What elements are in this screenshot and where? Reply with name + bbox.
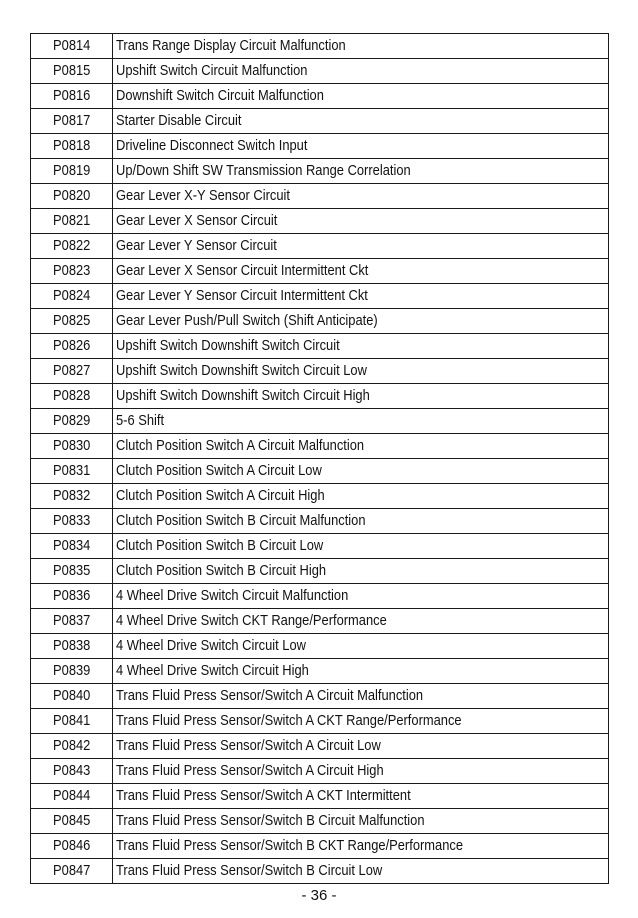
trouble-code-cell	[31, 584, 113, 609]
code-description: Clutch Position Switch B Circuit Low	[116, 537, 324, 554]
trouble-code: P0827	[52, 362, 91, 379]
trouble-code-cell	[31, 709, 113, 734]
trouble-code-cell	[31, 809, 113, 834]
description-cell	[113, 784, 609, 809]
trouble-code: P0839	[52, 662, 91, 679]
trouble-code-cell	[31, 534, 113, 559]
trouble-code-table	[30, 33, 609, 884]
trouble-code-cell	[31, 409, 113, 434]
description-cell	[113, 134, 609, 159]
table-row	[31, 534, 609, 559]
code-description: Clutch Position Switch A Circuit Low	[116, 462, 322, 479]
table-row	[31, 509, 609, 534]
trouble-code-cell	[31, 259, 113, 284]
description-cell	[113, 834, 609, 859]
table-row	[31, 784, 609, 809]
table-row	[31, 234, 609, 259]
code-description: Downshift Switch Circuit Malfunction	[116, 87, 324, 104]
trouble-code-cell	[31, 284, 113, 309]
table-row	[31, 109, 609, 134]
code-description: Trans Fluid Press Sensor/Switch A Circuit Low	[116, 737, 381, 754]
table-row	[31, 134, 609, 159]
trouble-code: P0820	[52, 187, 91, 204]
trouble-code: P0840	[52, 687, 91, 704]
code-description: Clutch Position Switch B Circuit High	[116, 562, 327, 579]
code-description: Trans Range Display Circuit Malfunction	[116, 37, 346, 54]
trouble-code: P0846	[52, 837, 91, 854]
description-cell	[113, 459, 609, 484]
table-row	[31, 409, 609, 434]
description-cell	[113, 284, 609, 309]
description-cell	[113, 259, 609, 284]
trouble-code-cell	[31, 334, 113, 359]
code-description: Gear Lever X Sensor Circuit Intermittent Ckt	[116, 262, 369, 279]
description-cell	[113, 359, 609, 384]
trouble-code: P0817	[52, 112, 91, 129]
trouble-code: P0815	[52, 62, 91, 79]
trouble-code: P0822	[52, 237, 91, 254]
trouble-code-cell	[31, 684, 113, 709]
code-description: Gear Lever X-Y Sensor Circuit	[116, 187, 290, 204]
trouble-code: P0828	[52, 387, 91, 404]
trouble-code: P0826	[52, 337, 91, 354]
description-cell	[113, 734, 609, 759]
page-number: - 36 -	[301, 887, 337, 904]
code-description: Upshift Switch Downshift Switch Circuit High	[116, 387, 370, 404]
trouble-code: P0834	[52, 537, 91, 554]
description-cell	[113, 334, 609, 359]
code-description: Trans Fluid Press Sensor/Switch A CKT Intermittent	[116, 787, 411, 804]
trouble-code: P0832	[52, 487, 91, 504]
code-description: Starter Disable Circuit	[116, 112, 242, 129]
description-cell	[113, 434, 609, 459]
table-row	[31, 209, 609, 234]
trouble-code-cell	[31, 159, 113, 184]
description-cell	[113, 534, 609, 559]
code-description: Gear Lever Y Sensor Circuit	[116, 237, 277, 254]
table-row	[31, 559, 609, 584]
description-cell	[113, 384, 609, 409]
code-description: Gear Lever Y Sensor Circuit Intermittent Ckt	[116, 287, 368, 304]
description-cell	[113, 684, 609, 709]
table-row	[31, 459, 609, 484]
trouble-code-cell	[31, 209, 113, 234]
trouble-code: P0837	[52, 612, 91, 629]
trouble-code: P0835	[52, 562, 91, 579]
table-row	[31, 684, 609, 709]
table-row	[31, 184, 609, 209]
trouble-code: P0824	[52, 287, 91, 304]
description-cell	[113, 59, 609, 84]
trouble-code: P0823	[52, 262, 91, 279]
description-cell	[113, 209, 609, 234]
description-cell	[113, 859, 609, 884]
description-cell	[113, 409, 609, 434]
trouble-code: P0843	[52, 762, 91, 779]
description-cell	[113, 184, 609, 209]
trouble-code-cell	[31, 759, 113, 784]
table-row	[31, 709, 609, 734]
code-description: Trans Fluid Press Sensor/Switch B Circuit Malfunction	[116, 812, 425, 829]
description-cell	[113, 484, 609, 509]
table-row	[31, 659, 609, 684]
code-description: 4 Wheel Drive Switch CKT Range/Performance	[116, 612, 387, 629]
trouble-code: P0845	[52, 812, 91, 829]
table-row	[31, 309, 609, 334]
description-cell	[113, 559, 609, 584]
code-description: Trans Fluid Press Sensor/Switch B Circuit Low	[116, 862, 383, 879]
trouble-code-cell	[31, 834, 113, 859]
description-cell	[113, 584, 609, 609]
table-row	[31, 434, 609, 459]
trouble-code: P0819	[52, 162, 91, 179]
code-description: Up/Down Shift SW Transmission Range Correlation	[116, 162, 411, 179]
code-description: 4 Wheel Drive Switch Circuit Low	[116, 637, 306, 654]
code-description: Upshift Switch Downshift Switch Circuit Low	[116, 362, 367, 379]
trouble-code: P0847	[52, 862, 91, 879]
description-cell	[113, 159, 609, 184]
code-description: Trans Fluid Press Sensor/Switch B CKT Range/Performance	[116, 837, 464, 854]
trouble-code-cell	[31, 634, 113, 659]
trouble-code-cell	[31, 609, 113, 634]
trouble-code-cell	[31, 734, 113, 759]
trouble-code: P0816	[52, 87, 91, 104]
trouble-code-table-body	[31, 34, 609, 884]
code-description: 4 Wheel Drive Switch Circuit High	[116, 662, 309, 679]
table-row	[31, 484, 609, 509]
trouble-code-cell	[31, 659, 113, 684]
description-cell	[113, 634, 609, 659]
table-row	[31, 609, 609, 634]
trouble-code: P0842	[52, 737, 91, 754]
code-description: Gear Lever Push/Pull Switch (Shift Anticipate)	[116, 312, 378, 329]
trouble-code-cell	[31, 509, 113, 534]
table-row	[31, 859, 609, 884]
table-row	[31, 634, 609, 659]
code-description: Upshift Switch Circuit Malfunction	[116, 62, 308, 79]
trouble-code-cell	[31, 384, 113, 409]
table-row	[31, 34, 609, 59]
trouble-code: P0841	[52, 712, 91, 729]
code-description: Upshift Switch Downshift Switch Circuit	[116, 337, 340, 354]
description-cell	[113, 709, 609, 734]
trouble-code: P0836	[52, 587, 91, 604]
trouble-code: P0844	[52, 787, 91, 804]
description-cell	[113, 309, 609, 334]
code-description: Trans Fluid Press Sensor/Switch A CKT Range/Performance	[116, 712, 462, 729]
table-row	[31, 359, 609, 384]
trouble-code-cell	[31, 559, 113, 584]
code-description: 4 Wheel Drive Switch Circuit Malfunction	[116, 587, 349, 604]
trouble-code-cell	[31, 184, 113, 209]
code-description: Driveline Disconnect Switch Input	[116, 137, 308, 154]
trouble-code: P0818	[52, 137, 91, 154]
trouble-code-cell	[31, 59, 113, 84]
trouble-code-cell	[31, 234, 113, 259]
table-row	[31, 734, 609, 759]
trouble-code-cell	[31, 484, 113, 509]
description-cell	[113, 759, 609, 784]
description-cell	[113, 809, 609, 834]
table-row	[31, 759, 609, 784]
table-row	[31, 84, 609, 109]
table-row	[31, 284, 609, 309]
description-cell	[113, 509, 609, 534]
trouble-code-cell	[31, 134, 113, 159]
code-description: Gear Lever X Sensor Circuit	[116, 212, 278, 229]
table-row	[31, 834, 609, 859]
code-description: Trans Fluid Press Sensor/Switch A Circuit High	[116, 762, 384, 779]
code-description: Clutch Position Switch A Circuit Malfunction	[116, 437, 365, 454]
code-description: Clutch Position Switch A Circuit High	[116, 487, 325, 504]
trouble-code: P0833	[52, 512, 91, 529]
trouble-code-cell	[31, 859, 113, 884]
trouble-code: P0830	[52, 437, 91, 454]
trouble-code: P0825	[52, 312, 91, 329]
table-row	[31, 584, 609, 609]
description-cell	[113, 234, 609, 259]
trouble-code: P0831	[52, 462, 91, 479]
trouble-code-cell	[31, 784, 113, 809]
description-cell	[113, 109, 609, 134]
table-row	[31, 59, 609, 84]
trouble-code-cell	[31, 359, 113, 384]
trouble-code-cell	[31, 84, 113, 109]
code-description: Clutch Position Switch B Circuit Malfunction	[116, 512, 366, 529]
trouble-code-cell	[31, 434, 113, 459]
description-cell	[113, 609, 609, 634]
trouble-code: P0829	[52, 412, 91, 429]
description-cell	[113, 659, 609, 684]
trouble-code-cell	[31, 109, 113, 134]
trouble-code-cell	[31, 34, 113, 59]
description-cell	[113, 84, 609, 109]
description-cell	[113, 34, 609, 59]
trouble-code-cell	[31, 309, 113, 334]
trouble-code: P0821	[52, 212, 91, 229]
table-row	[31, 259, 609, 284]
code-description: 5-6 Shift	[116, 412, 165, 429]
trouble-code-cell	[31, 459, 113, 484]
code-description: Trans Fluid Press Sensor/Switch A Circuit Malfunction	[116, 687, 424, 704]
trouble-code: P0838	[52, 637, 91, 654]
trouble-code: P0814	[52, 37, 91, 54]
table-row	[31, 334, 609, 359]
table-row	[31, 384, 609, 409]
table-row	[31, 809, 609, 834]
table-row	[31, 159, 609, 184]
